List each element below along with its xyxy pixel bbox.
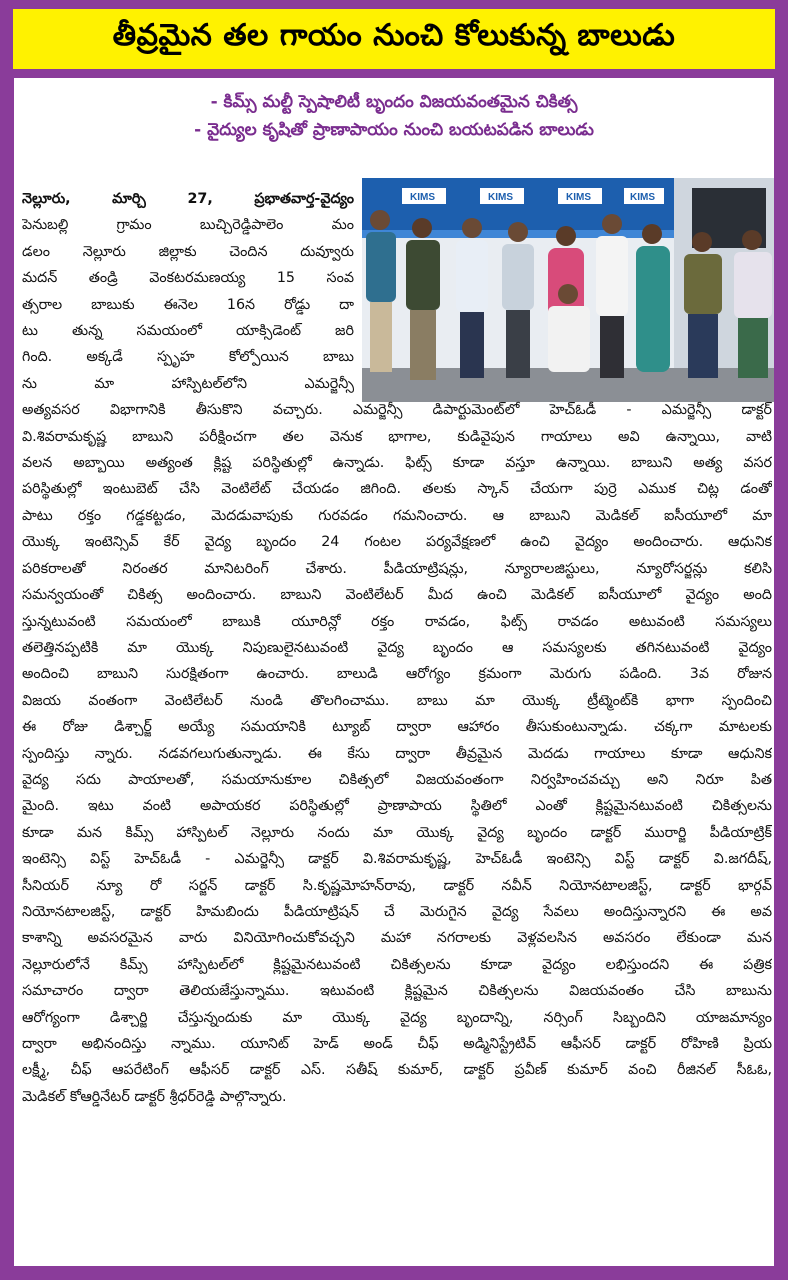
photo-banner-label: KIMS	[566, 192, 591, 203]
article-line: స్పందిస్తు న్నారు. నడవగలుగుతున్నాడు. ఈ కేసు ద్వారా తీవ్రమైన మెదడు గాయాలు కూడా ఆధునిక	[22, 745, 772, 762]
subheading-2: - వైద్యుల కృషితో ప్రాణాపాయం నుంచి బయటపడిన బాలుడు	[194, 120, 594, 140]
article-line: కాశాన్ని అవసరమైన వారు వినియోగించుకోవచ్చని మహా నగరాలకు వెళ్లవలసిన అవసరం లేకుండా మన	[22, 930, 772, 947]
article-line: పరికరాలతో నిరంతర మానిటరింగ్ చేశారు. పీడియాట్రిషన్లు, న్యూరాలజిస్టులు, న్యూరోసర్జన్లు కలిసి	[22, 560, 772, 577]
subheadings	[14, 88, 774, 144]
photo-banner-label: KIMS	[410, 192, 435, 203]
article-line: సమన్వయంతో చికిత్స అందించారు. బాబుని వెంటిలేటర్ మీద ఉంచి మెడికల్ ఐసీయూలో వైద్యం అంది	[22, 587, 772, 604]
article-line: నెల్లూరులోనే కిమ్స్ హాస్పిటల్‌లో క్లిష్టమైనటువంటి చికిత్సలను కూడా వైద్యం లభిస్తుందని ఈ పత్రిక	[22, 956, 772, 973]
article-last-line: మెడికల్ కోఆర్డినేటర్ డాక్టర్ శ్రీధర్‌రెడ్డి పాల్గొన్నారు.	[22, 1088, 287, 1105]
article-line: ను మా హాస్పిటల్‌లోని ఎమర్జెన్సీ	[22, 375, 354, 392]
headline: తీవ్రమైన తల గాయం నుంచి కోలుకున్న బాలుడు	[112, 18, 676, 53]
article-line: పరిస్థితుల్లో ఇంటుబెట్ చేసి వెంటిలేట్ చేయడం జిగింది. తలకు స్కాన్ చేయగా పుర్రె ఎముక చిట్ల డంతో	[22, 481, 772, 498]
article-line: ఇంటెన్సి విస్ట్ హెచ్‌ఓడీ - ఎమర్జెన్సీ డాక్టర్ వి.శివరామకృష్ణ, హెచ్‌ఓడీ ఇంటెన్సి విస్ట్ డాక్టర్ వి.జగదీష్,	[22, 851, 772, 868]
article-line: లక్ష్మీ, చీఫ్ ఆపరేటింగ్ ఆఫీసర్ డాక్టర్ ఎస్. సతీష్ కుమార్, డాక్టర్ ప్రవీణ్ కుమార్ వంచి రీజినల్ సీఓఓ,	[22, 1062, 772, 1079]
article-line: పాటు రక్తం గడ్డకట్టడం, మెదడువాపుకు గురవడం గమనించారు. ఆ బాబుని మెడికల్ ఐసీయూలో మా	[22, 507, 772, 524]
article-line: స్తున్నటువంటి సమయంలో బాబుకి యూరిన్లో రక్తం రావడం, ఫిట్స్ రావడం అటువంటి సమస్యలు	[22, 613, 772, 630]
headline-band	[0, 0, 788, 78]
article-line: ఈ రోజు డిశ్చార్జ్ అయ్యే సమయానికి ట్యూబ్ ద్వారా ఆహారం తీసుకుంటున్నాడు. చక్కగా మాటలకు	[22, 719, 772, 736]
article-line: సమాచారం ద్వారా తెలియజేస్తున్నాము. ఇటువంటి క్లిష్టమైన చికిత్సలను విజయవంతం చేసి బాబును	[22, 983, 772, 1000]
article-line: ద్వారా అభినందిస్తు న్నాము. యూనిట్ హెడ్ అండ్ చీఫ్ అడ్మినిస్ట్రేటివ్ ఆఫీసర్ డాక్టర్ రోహిణి ప్రియ	[22, 1036, 772, 1052]
article-line: అందించి బాబుని సురక్షితంగా ఉంచారు. బాలుడి ఆరోగ్యం క్రమంగా మెరుగు పడింది. 3వ రోజున	[22, 666, 772, 683]
article-line: టు తున్న సమయంలో యాక్సిడెంట్ జరి	[22, 323, 354, 340]
article-line: పెనుబల్లి గ్రామం బుచ్చిరెడ్డిపాలెం మం	[22, 217, 354, 234]
article-line: త్సరాల బాబుకు ఈనెల 16న రోడ్డు దా	[22, 296, 354, 313]
article-line: మదన్ తండ్రి వెంకటరమణయ్య 15 సంవ	[22, 270, 354, 287]
photo-banner-label: KIMS	[630, 192, 655, 203]
photo-banner-label: KIMS	[488, 192, 513, 203]
article-line: వి.శివరామకృష్ణ బాబుని పరీక్షించగా తల వెనుక భాగాల, కుడివైపున గాయాలు అవి ఉన్నాయి, వాటి	[22, 428, 772, 445]
headline-box	[13, 9, 775, 69]
article-line: వలన అబ్బాయి అత్యంత క్లిష్ట పరిస్థితుల్లో ఉన్నాడు. ఫిట్స్ కూడా వస్తూ ఉన్నాయి. బాబుని అత్య వసర	[22, 455, 772, 472]
article-line: అత్యవసర విభాగానికి తీసుకొని వచ్చారు. ఎమర్జెన్సీ డిపార్టుమెంట్‌లో హెచ్‌ఓడీ - ఎమర్జెన్సీ డాక్టర్	[22, 402, 772, 419]
dateline: నెల్లూరు, మార్చి 27, ప్రభాతవార్త-వైద్యం	[22, 191, 354, 207]
article-line: విజయ వంతంగా వెంటిలేటర్ నుండి తొలగించాము. బాబు మా యొక్క ట్రీట్మెంట్‌కి భాగా స్పందించి	[22, 692, 772, 709]
article-line: మైంది. ఇటు వంటి అపాయకర పరిస్థితుల్లో ప్రాణాపాయ స్థితిలో ఎంతో క్లిష్టమైనటువంటి చికిత్సలను	[22, 798, 772, 815]
article-line: డలం నెల్లూరు జిల్లాకు చెందిన దువ్వూరు	[22, 243, 354, 260]
subheading-1: - కిమ్స్ మల్టీ స్పెషాలిటీ బృందం విజయవంతమైన చికిత్స	[210, 92, 578, 112]
article-line: గింది. అక్కడే స్పృహ కోల్పోయిన బాబు	[22, 349, 354, 366]
article-line: యొక్క ఇంటెన్సివ్ కేర్ వైద్య బృందం 24 గంటల పర్యవేక్షణలో ఉంచి వైద్యం అందించారు. ఆధునిక	[22, 534, 772, 551]
article-line: వైద్య సదు పాయాలతో, సమయానుకూల చికిత్సలో విజయవంతంగా నిర్వహించవచ్చు అని నిరూ పిత	[22, 771, 772, 788]
article-body	[22, 186, 772, 1110]
article-line: తలెత్తినప్పటికి మా యొక్క నిపుణులైనటువంటి వైద్య బృందం ఆ సమస్యలకు తగినటువంటి వైద్యం	[22, 639, 772, 656]
article-line: ఆరోగ్యంగా డిశ్చార్జి చేస్తున్నందుకు మా యొక్క వైద్య బృందాన్ని, నర్సింగ్ సిబ్బందిని యాజమాన్యం	[22, 1009, 772, 1026]
article-line: కూడా మన కిమ్స్ హాస్పిటల్ నెల్లూరు నందు మా యొక్క వైద్య బృందం డాక్టర్ మురార్జి పీడియాట్రిక్	[22, 824, 772, 841]
article-line: సీనియర్ న్యూ రో సర్జన్ డాక్టర్ సి.కృష్ణమోహన్‌రావు, డాక్టర్ నవీన్ నియోనటాలజిస్ట్, డాక్టర్ భార్గవ్	[22, 877, 772, 894]
article-line: నియోనటాలజిస్ట్, డాక్టర్ హిమబిందు పీడియాట్రిషన్ చే మెరుగైన వైద్య సేవలు అందిస్తున్నారని ఈ అవ	[22, 903, 772, 920]
